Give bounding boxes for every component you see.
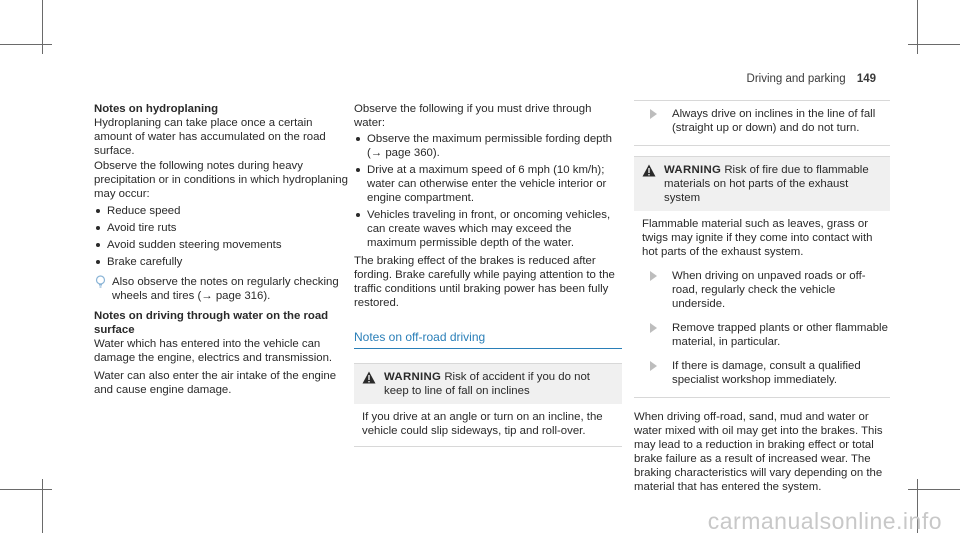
braking-paragraph: The braking effect of the brakes is reduced after fording. Brake carefully while paying attention to the traffic conditions until braking power has been fully restored. (354, 255, 615, 309)
crop-mark (908, 489, 960, 490)
incline-step-box (634, 100, 890, 146)
step-item (634, 107, 890, 135)
step-text: When driving on unpaved roads or off-road, regularly check the vehicle underside. (672, 270, 866, 310)
info-bulb-icon (94, 275, 107, 288)
hydroplaning-list (94, 204, 350, 269)
watermark: carmanualsonline.info (707, 508, 942, 534)
section-title: Driving and parking (746, 73, 846, 85)
step-item (634, 321, 890, 349)
list-item: Brake carefully (94, 255, 350, 269)
warning-heading: Risk of fire due to flammable materials on hot parts of the exhaust system (664, 164, 869, 204)
middle-column (354, 102, 622, 447)
fording-intro: Observe the following if you must drive through water: (354, 103, 592, 129)
list-item: Vehicles traveling in front, or oncoming vehicles, can create waves which may exceed the maximum permissible depth of the water. (354, 208, 622, 250)
offroad-section-title: Notes on off-road driving (354, 330, 622, 349)
hydroplaning-notes-paragraph: Observe the following notes during heavy precipitation or in conditions in which hydroplaning may occur: (94, 160, 348, 200)
warning-header (354, 364, 622, 404)
crop-mark (908, 44, 960, 45)
water-intake-paragraph: Water can also enter the air intake of the engine and cause engine damage. (94, 370, 337, 396)
step-text: Remove trapped plants or other flammable material, in particular. (672, 322, 888, 348)
page-number: 149 (856, 73, 876, 85)
warning-box-accident (354, 363, 622, 447)
list-item: Avoid sudden steering movements (94, 238, 350, 252)
step-item (634, 359, 890, 387)
water-paragraph: Water which has entered into the vehicle can damage the engine, electrics and transmission. (94, 338, 333, 364)
step-arrow-icon (650, 271, 657, 281)
list-item: Drive at a maximum speed of 6 mph (10 km/h); water can otherwise enter the vehicle interior or engine compartment. (354, 163, 622, 205)
crop-mark (42, 479, 43, 533)
right-column (634, 100, 890, 494)
warning-body: If you drive at an angle or turn on an incline, the vehicle could slip sideways, tip and roll-over. (362, 411, 603, 437)
step-text: Always drive on inclines in the line of fall (straight up or down) and do not turn. (672, 108, 876, 134)
warning-box-fire (634, 156, 890, 398)
warning-heading: Risk of accident if you do not keep to line of fall on inclines (384, 371, 590, 397)
warning-triangle-icon (362, 371, 376, 384)
step-arrow-icon (650, 109, 657, 119)
left-column (94, 102, 350, 397)
warning-label: WARNING (664, 164, 722, 176)
step-arrow-icon (650, 361, 657, 371)
list-item: Reduce speed (94, 204, 350, 218)
list-item: Avoid tire ruts (94, 221, 350, 235)
info-note (94, 275, 350, 303)
water-heading: Notes on driving through water on the road surface (94, 310, 329, 336)
running-header (747, 72, 876, 86)
fording-list (354, 132, 622, 250)
warning-triangle-icon (642, 164, 656, 177)
hydroplaning-heading: Notes on hydroplaning (94, 103, 219, 115)
crop-mark (917, 0, 918, 54)
step-arrow-icon (650, 323, 657, 333)
warning-header (634, 157, 890, 211)
crop-mark (42, 0, 43, 54)
crop-mark (0, 489, 52, 490)
crop-mark (0, 44, 52, 45)
step-text: If there is damage, consult a qualified specialist workshop immediately. (672, 360, 861, 386)
hydroplaning-paragraph: Hydroplaning can take place once a certain amount of water has accumulated on the road surface. (94, 117, 326, 157)
list-item: Observe the maximum permissible fording depth (→ page 360). (354, 132, 622, 160)
step-item (634, 269, 890, 311)
warning-label: WARNING (384, 371, 442, 383)
note-text: Also observe the notes on regularly checking wheels and tires (→ page 316). (112, 276, 339, 302)
offroad-closing-paragraph: When driving off-road, sand, mud and water or water mixed with oil may get into the brakes. This may lead to a reduction in braking effect or total brake failure as a result of increased wear. The braking characteristics will vary depending on the material that has entered the system. (634, 411, 883, 493)
warning-body: Flammable material such as leaves, grass or twigs may ignite if they come into contact with hot parts of the exhaust system. (642, 218, 873, 258)
